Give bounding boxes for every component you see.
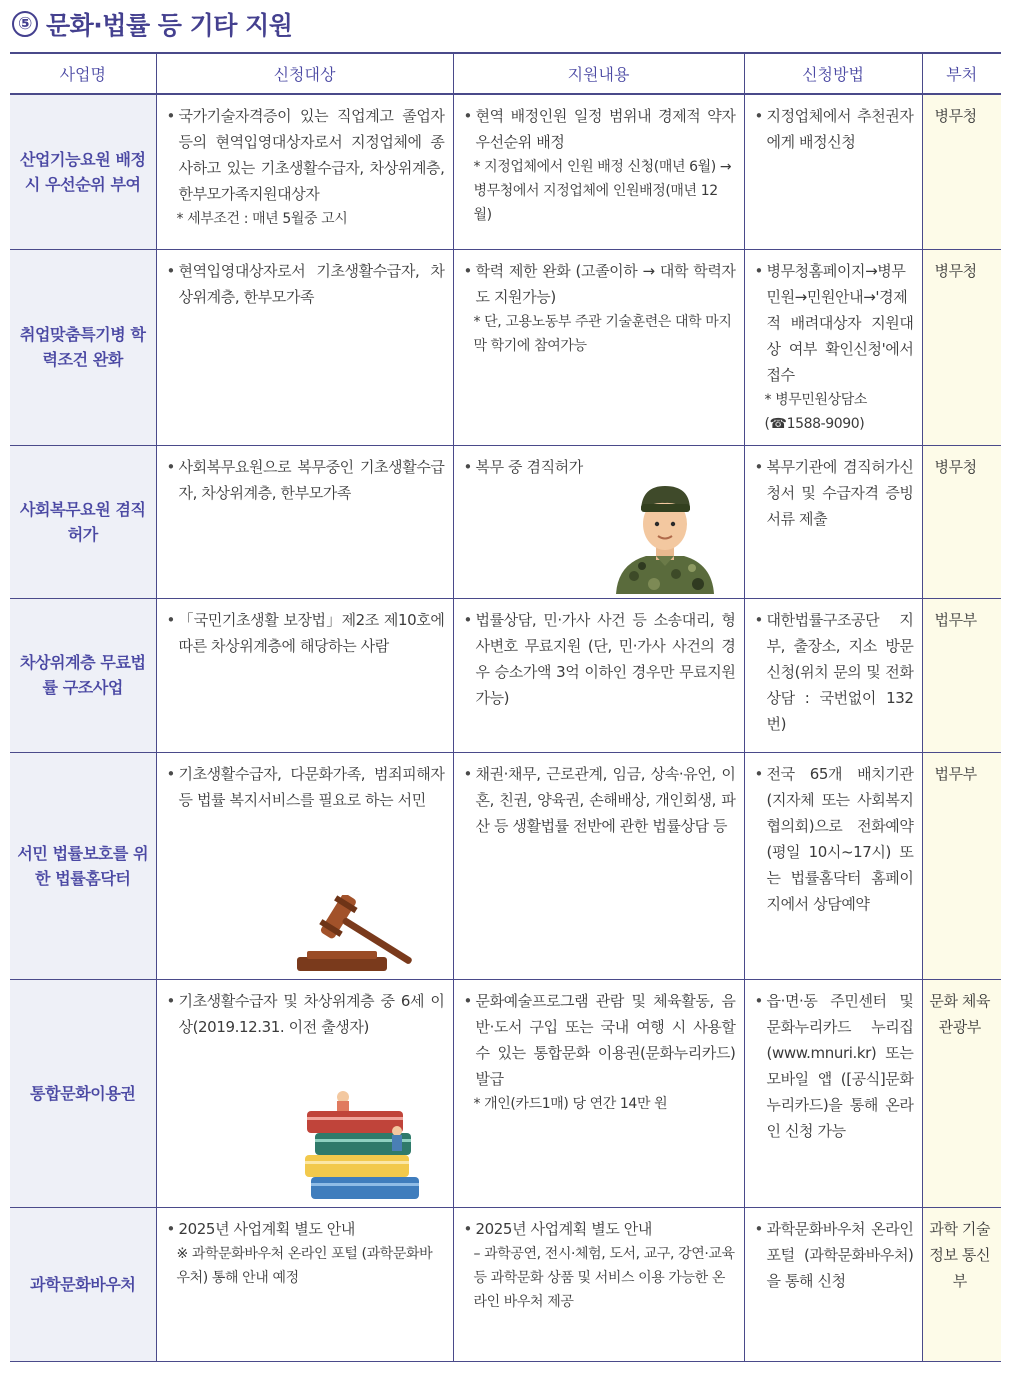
section-title: [12, 6, 292, 42]
header-method: 신청방법: [744, 53, 922, 94]
table-row: [10, 445, 1001, 598]
target-cell: [156, 979, 453, 1207]
method-cell: [744, 752, 922, 979]
content-item: • 복무 중 겸직허가: [464, 454, 736, 480]
content-item: • 2025년 사업계획 별도 안내: [464, 1216, 736, 1242]
table-row: [10, 249, 1001, 445]
target-item: • 「국민기초생활 보장법」제2조 제10호에 따른 차상위계층에 해당하는 사람: [167, 607, 445, 659]
dept-cell: 과학 기술 정보 통신부: [922, 1207, 1001, 1361]
target-item: • 국가기술자격증이 있는 직업계고 졸업자 등의 현역입영대상자로서 지정업체에 종사하고 있는 기초생활수급자, 차상위계층, 한부모가족지원대상자: [167, 103, 445, 207]
table-row: [10, 598, 1001, 752]
support-table: [10, 52, 1001, 1362]
method-cell: [744, 1207, 922, 1361]
target-cell: [156, 1207, 453, 1361]
dept-cell: 법무부: [922, 598, 1001, 752]
section-number: ⑤: [12, 11, 38, 37]
target-cell: [156, 249, 453, 445]
target-item: • 2025년 사업계획 별도 안내: [167, 1216, 445, 1242]
dept-cell: 병무청: [922, 249, 1001, 445]
program-name: 차상위계층 무료법률 구조사업: [10, 598, 156, 752]
method-cell: [744, 445, 922, 598]
method-cell: [744, 598, 922, 752]
method-note: * 병무민원상담소 (☎1588-9090): [764, 391, 868, 432]
header-name: 사업명: [10, 53, 156, 94]
content-note: * 지정업체에서 인원 배정 신청(매년 6월) → 병무청에서 지정업체에 인원배정(매년 12월): [473, 159, 732, 223]
table-row: [10, 1207, 1001, 1361]
books-illustration: [297, 1085, 427, 1203]
method-item: • 대한법률구조공단 지부, 출장소, 지소 방문 신청(위치 문의 및 전화상담 : 국번없이 132번): [755, 607, 914, 737]
target-note: ※ 과학문화바우처 온라인 포털 (과학문화바우처) 통해 안내 예정: [176, 1245, 433, 1286]
content-note: * 단, 고용노동부 주관 기술훈련은 대학 마지막 학기에 참여가능: [473, 313, 732, 354]
content-cell: [453, 1207, 744, 1361]
content-cell: [453, 94, 744, 249]
target-cell: [156, 94, 453, 249]
program-name: 사회복무요원 겸직허가: [10, 445, 156, 598]
program-name: 과학문화바우처: [10, 1207, 156, 1361]
content-item: • 학력 제한 완화 (고졸이하 → 대학 학력자도 지원가능): [464, 258, 736, 310]
target-cell: [156, 752, 453, 979]
header-row: [10, 53, 1001, 94]
dept-cell: 병무청: [922, 445, 1001, 598]
method-item: • 전국 65개 배치기관 (지자체 또는 사회복지협의회)으로 전화예약 (평일 10시~17시) 또는 법률홈닥터 홈페이지에서 상담예약: [755, 761, 914, 917]
content-note: – 과학공연, 전시·체험, 도서, 교구, 강연·교육 등 과학문화 상품 및 서비스 이용 가능한 온라인 바우처 제공: [473, 1245, 735, 1310]
method-cell: [744, 94, 922, 249]
dept-cell: 문화 체육 관광부: [922, 979, 1001, 1207]
gavel-illustration: [277, 895, 427, 975]
content-cell: [453, 598, 744, 752]
method-item: • 지정업체에서 추천권자에게 배정신청: [755, 103, 914, 155]
dept-cell: 병무청: [922, 94, 1001, 249]
target-item: • 기초생활수급자, 다문화가족, 범죄피해자 등 법률 복지서비스를 필요로 하는 서민: [167, 761, 445, 813]
program-name: 산업기능요원 배정시 우선순위 부여: [10, 94, 156, 249]
method-item: • 과학문화바우처 온라인 포털 (과학문화바우처)을 통해 신청: [755, 1216, 914, 1294]
program-name: 통합문화이용권: [10, 979, 156, 1207]
header-dept: 부처: [922, 53, 1001, 94]
method-cell: [744, 979, 922, 1207]
dept-cell: 법무부: [922, 752, 1001, 979]
target-cell: [156, 445, 453, 598]
method-item: • 병무청홈페이지→병무민원→민원안내→'경제적 배려대상자 지원대상 여부 확인신청'에서 접수: [755, 258, 914, 388]
content-item: • 채권·채무, 근로관계, 임금, 상속·유언, 이혼, 친권, 양육권, 손해배상, 개인회생, 파산 등 생활법률 전반에 관한 법률상담 등: [464, 761, 736, 839]
table-row: [10, 979, 1001, 1207]
program-name: 서민 법률보호를 위한 법률홈닥터: [10, 752, 156, 979]
target-item: • 현역입영대상자로서 기초생활수급자, 차상위계층, 한부모가족: [167, 258, 445, 310]
target-item: • 사회복무요원으로 복무중인 기초생활수급자, 차상위계층, 한부모가족: [167, 454, 445, 506]
content-cell: [453, 979, 744, 1207]
table-row: [10, 94, 1001, 249]
content-cell: [453, 445, 744, 598]
method-item: • 복무기관에 겸직허가신청서 및 수급자격 증빙서류 제출: [755, 454, 914, 532]
table-row: [10, 752, 1001, 979]
content-item: • 현역 배정인원 일정 범위내 경제적 약자 우선순위 배정: [464, 103, 736, 155]
content-item: • 문화예술프로그램 관람 및 체육활동, 음반·도서 구입 또는 국내 여행 시 사용할 수 있는 통합문화 이용권(문화누리카드) 발급: [464, 988, 736, 1092]
method-item: • 읍·면·동 주민센터 및 문화누리카드 누리집 (www.mnuri.kr) 또는 모바일 앱 ([공식]문화누리카드)을 통해 온라인 신청 가능: [755, 988, 914, 1144]
content-cell: [453, 249, 744, 445]
soldier-illustration: [606, 476, 724, 594]
method-cell: [744, 249, 922, 445]
target-cell: [156, 598, 453, 752]
header-target: 신청대상: [156, 53, 453, 94]
program-name: 취업맞춤특기병 학력조건 완화: [10, 249, 156, 445]
content-item: • 법률상담, 민·가사 사건 등 소송대리, 형사변호 무료지원 (단, 민·가사 사건의 경우 승소가액 3억 이하인 경우만 무료지원 가능): [464, 607, 736, 711]
header-content: 지원내용: [453, 53, 744, 94]
target-note: * 세부조건 : 매년 5월중 고시: [176, 211, 348, 227]
target-item: • 기초생활수급자 및 차상위계층 중 6세 이상(2019.12.31. 이전 출생자): [167, 988, 445, 1040]
content-note: * 개인(카드1매) 당 연간 14만 원: [473, 1095, 668, 1112]
content-cell: [453, 752, 744, 979]
section-title-text: 문화·법률 등 기타 지원: [46, 11, 293, 40]
